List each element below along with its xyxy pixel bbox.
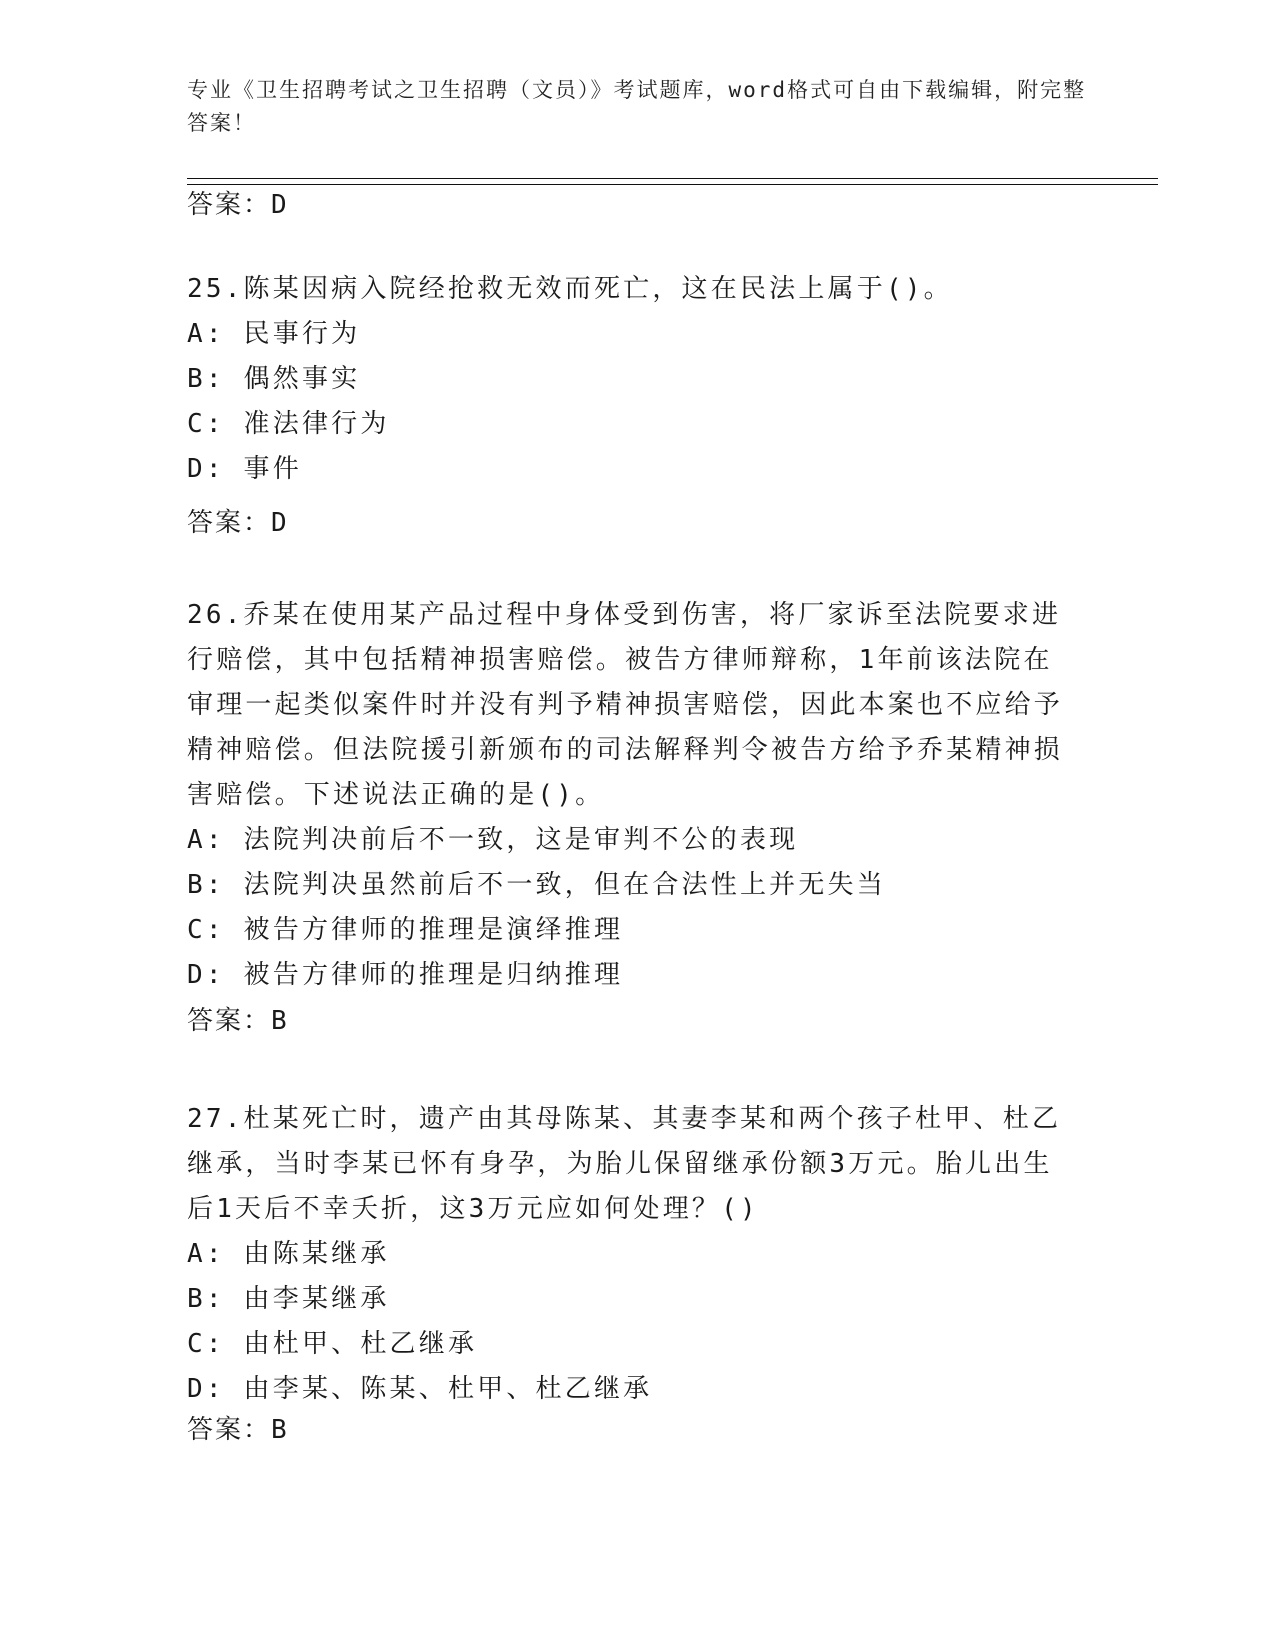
option-d: D: 被告方律师的推理是归纳推理	[187, 960, 624, 990]
document-header: 专业《卫生招聘考试之卫生招聘（文员）》考试题库，word格式可自由下载编辑，附完整答案！	[187, 78, 1087, 135]
answer-line: 答案：B	[187, 1415, 289, 1445]
option-a: A: 由陈某继承	[187, 1239, 390, 1269]
option-a: A: 法院判决前后不一致，这是审判不公的表现	[187, 825, 799, 855]
header-rule-top	[187, 178, 1158, 179]
option-c: C: 由杜甲、杜乙继承	[187, 1329, 478, 1359]
option-d: D: 事件	[187, 454, 302, 484]
question-text: 25.陈某因病入院经抢救无效而死亡，这在民法上属于()。	[187, 274, 953, 304]
option-a: A: 民事行为	[187, 319, 361, 349]
option-b: B: 法院判决虽然前后不一致，但在合法性上并无失当	[187, 870, 886, 900]
option-b: B: 偶然事实	[187, 364, 361, 394]
answer-line: 答案：D	[187, 508, 289, 538]
answer-line: 答案：B	[187, 1006, 289, 1036]
option-d: D: 由李某、陈某、杜甲、杜乙继承	[187, 1374, 653, 1404]
option-c: C: 准法律行为	[187, 409, 390, 439]
header-rule-bottom	[187, 184, 1158, 185]
question-text: 27.杜某死亡时，遗产由其母陈某、其妻李某和两个孩子杜甲、杜乙继承，当时李某已怀有身孕，为胎儿保留继承份额3万元。胎儿出生后1天后不幸夭折，这3万元应如何处理？()	[187, 1104, 1062, 1224]
question-25	[187, 267, 1087, 492]
option-b: B: 由李某继承	[187, 1284, 390, 1314]
question-26	[187, 593, 1072, 998]
option-c: C: 被告方律师的推理是演绎推理	[187, 915, 624, 945]
answer-line: 答案：D	[187, 190, 289, 220]
question-text: 26.乔某在使用某产品过程中身体受到伤害，将厂家诉至法院要求进行赔偿，其中包括精神损害赔偿。被告方律师辩称，1年前该法院在审理一起类似案件时并没有判予精神损害赔偿，因此本案也不应给予精神赔偿。但法院援引新颁布的司法解释判令被告方给予乔某精神损害赔偿。下述说法正确的是()。	[187, 600, 1064, 810]
question-27	[187, 1097, 1072, 1412]
